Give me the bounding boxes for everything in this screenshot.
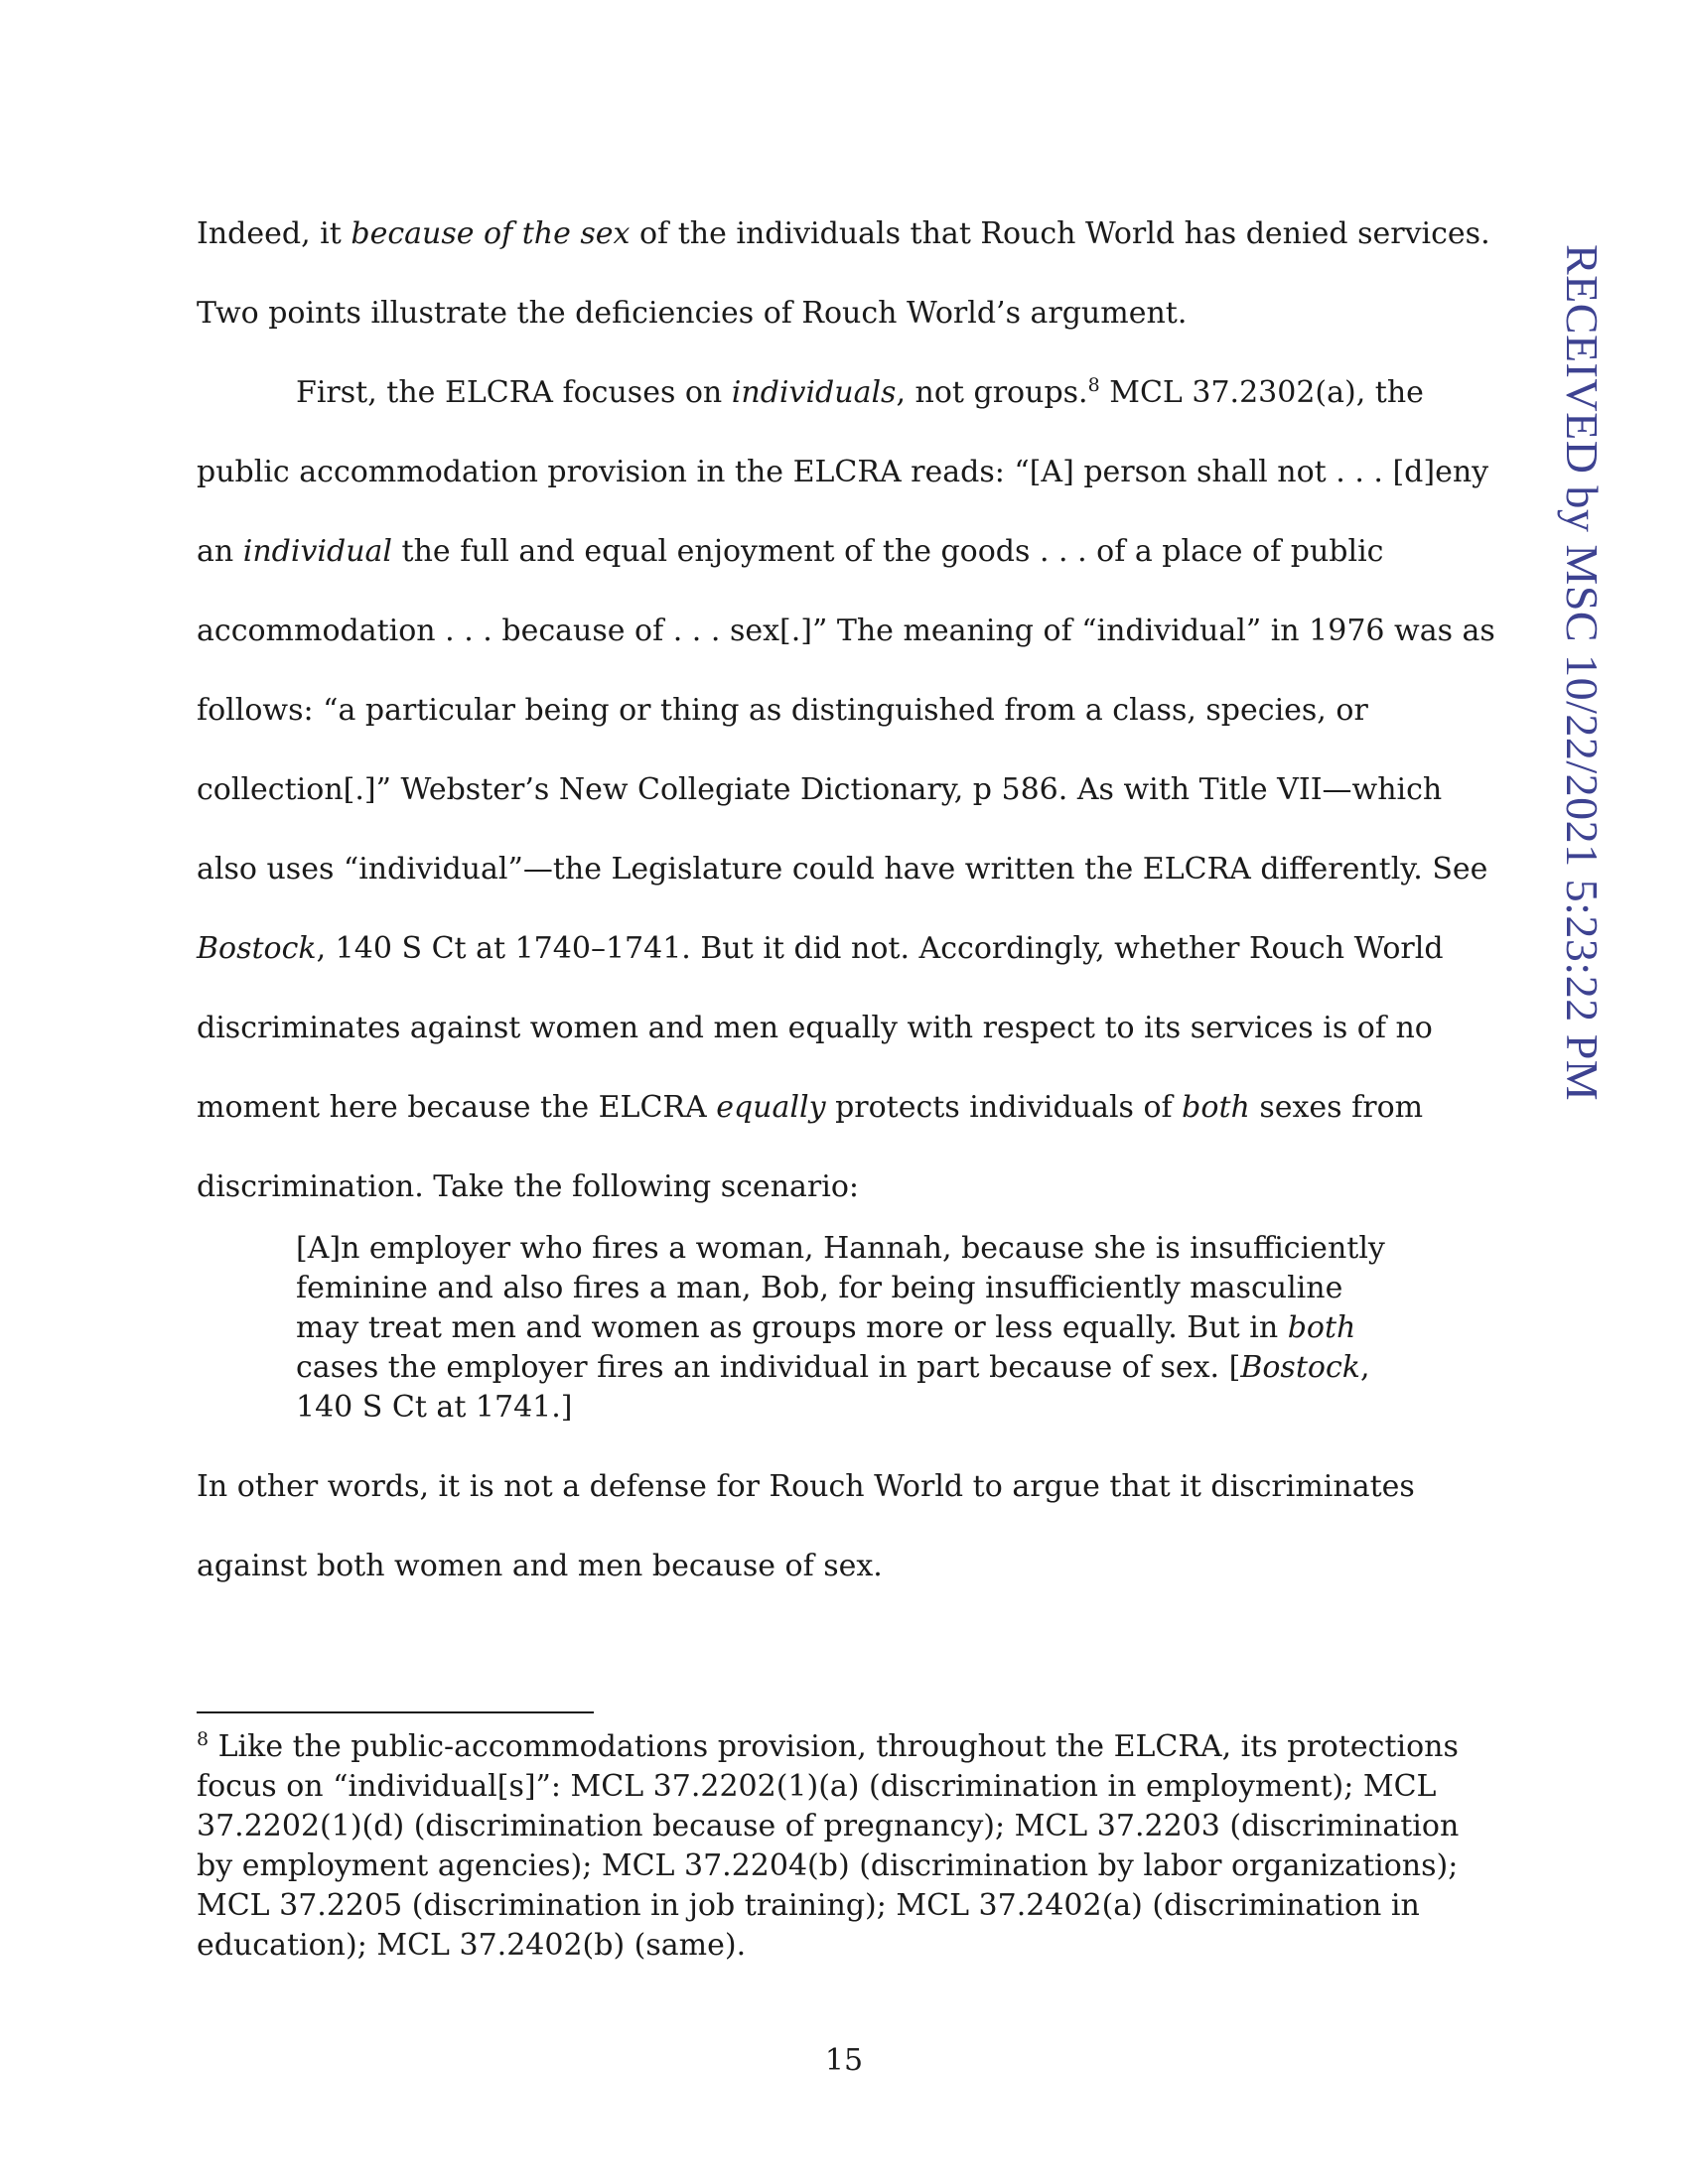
footnote-divider — [197, 1711, 594, 1713]
body-text — [197, 195, 1497, 1227]
footnote-marker: 8 — [197, 1728, 210, 1750]
footnote-reference: 8 — [1087, 374, 1100, 396]
footnote-8 — [197, 1727, 1497, 1966]
footnote-text: Like the public-accommodations provision, throughout the ELCRA, its protections focus on “individual[s]”: MCL 37.2202(1)(a) (discrimination in employment); MCL 37.2202(1)(d) (discrimination because of pregnancy); MCL 37.2203 (discrimination by employment agencies); MCL 37.2204(b) (discrimination by labor organizations); MCL 37.2205 (discrimination in job training); MCL 37.2402(a) (discrimination in education); MCL 37.2402(b) (same). — [197, 1729, 1460, 1963]
paragraph-2: First, the ELCRA focuses on individuals, not groups.$^8$ MCL 37.2302(a), the public accommodation provision in the ELCRA reads: “[A] person shall not . . . [d]eny an individual the full and equal enjoyment of the goods . . . of a place of public accommodation . . . because of . . . sex[.]” The meaning of “individual” in 1976 was as follows: “a particular being or thing as distinguished from a class, species, or collection[.]” Webster’s New Collegiate Dictionary, p 586. As with Title VII—which also uses “individual”—the Legislature could have written the ELCRA differently. See Bostock, 140 S Ct at 1740–1741. But it did not. Accordingly, whether Rouch World discriminates against women and men equally with respect to its services is of no moment here because the ELCRA equally protects individuals of both sexes from discrimination. Take the following scenario: — [197, 374, 1495, 1204]
closing-paragraph: In other words, it is not a defense for Rouch World to argue that it discriminates against both women and men because of sex. — [197, 1469, 1415, 1583]
block-quote: [A]n employer who fires a woman, Hannah, because she is insufficiently feminine and also fires a man, Bob, for being insufficiently masculine may treat men and women as groups more or less equally. But in both cases the employer fires an individual in part because of sex. [Bostock, 140 S Ct at 1741.] — [296, 1231, 1385, 1425]
page-number: 15 — [824, 2043, 864, 2078]
received-stamp: RECEIVED by MSC 10/22/2021 5:23:22 PM — [1557, 244, 1608, 1102]
paragraph-1: Indeed, it because of the sex of the individuals that Rouch World has denied services. Two points illustrate the deficiencies of Rouch World’s argument. — [197, 216, 1490, 331]
